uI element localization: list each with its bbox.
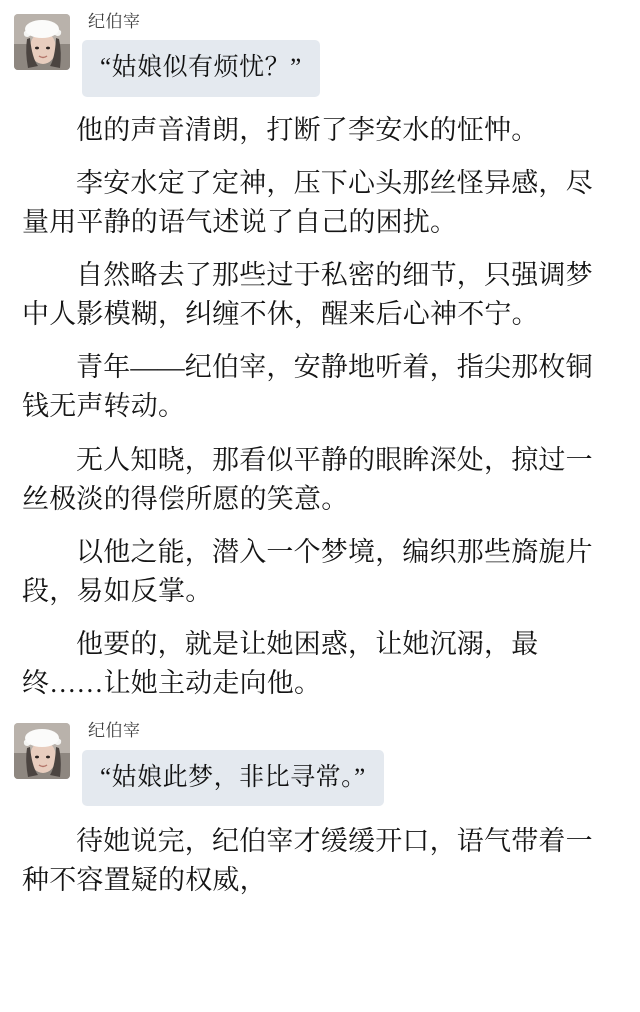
paragraph: 待她说完，纪伯宰才缓缓开口，语气带着一种不容置疑的权威， <box>22 826 593 896</box>
avatar[interactable] <box>14 14 70 70</box>
paragraph: 李安水定了定神，压下心头那丝怪异感，尽量用平静的语气述说了自己的困扰。 <box>22 167 593 237</box>
avatar-portrait-white-hat-icon <box>14 723 70 779</box>
sender-name: 纪伯宰 <box>88 721 141 741</box>
avatar[interactable] <box>14 723 70 779</box>
message-bubble[interactable]: “姑娘似有烦忧？” <box>82 40 320 96</box>
paragraph: 自然略去了那些过于私密的细节，只强调梦中人影模糊，纠缠不休，醒来后心神不宁。 <box>22 260 593 330</box>
chat-message <box>0 709 640 806</box>
paragraph: 他的声音清朗，打断了李安水的怔忡。 <box>76 114 539 145</box>
sender-name: 纪伯宰 <box>88 12 141 31</box>
message-bubble[interactable]: “姑娘此梦，非比寻常。” <box>82 750 384 806</box>
message-body <box>82 10 624 97</box>
message-body <box>82 719 624 806</box>
paragraph: 青年——纪伯宰，安静地听着，指尖那枚铜钱无声转动。 <box>22 352 593 422</box>
paragraph: 以他之能，潜入一个梦境，编织那些旖旎片段，易如反掌。 <box>22 536 593 607</box>
paragraph: 他要的，就是让她困惑，让她沉溺，最终……让她主动走向他。 <box>22 629 539 699</box>
paragraph: 无人知晓，那看似平静的眼眸深处，掠过一丝极淡的得偿所愿的笑意。 <box>22 444 593 514</box>
chat-message <box>0 0 640 97</box>
avatar-portrait-white-hat-icon <box>14 14 70 70</box>
